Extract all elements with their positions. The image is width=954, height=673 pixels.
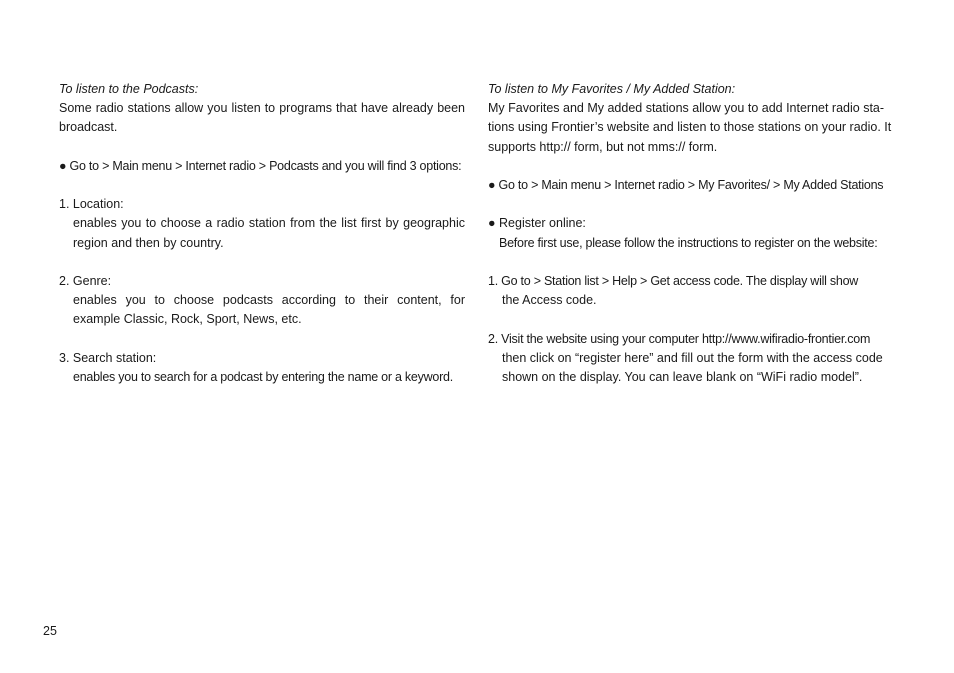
podcasts-nav-instruction: ● Go to > Main menu > Internet radio > Podcasts and you will find 3 options:: [59, 158, 462, 173]
register-note: Before first use, please follow the instructions to register on the website:: [499, 235, 878, 250]
left-column: [59, 80, 465, 387]
step-1-label: 1. Go to > Station list > Help > Get access code. The display will show: [488, 273, 859, 288]
podcasts-intro: Some radio stations allow you listen to programs that have already been broadcast.: [59, 101, 465, 135]
option-search-description: enables you to search for a podcast by entering the name or a keyword.: [73, 369, 453, 384]
step-2-description: then click on “register here” and fill out the form with the access code shown on the display. You can leave blank on “WiFi radio model”.: [502, 350, 883, 384]
option-search-label: 3. Search station:: [59, 350, 157, 365]
option-genre-label: 2. Genre:: [59, 273, 112, 288]
option-location-description: enables you to choose a radio station from the list first by geographic region and then by country.: [73, 216, 465, 250]
option-genre-description: enables you to choose podcasts according to their content, for example Classic, Rock, Sport, News, etc.: [73, 293, 465, 327]
podcasts-heading: To listen to the Podcasts:: [59, 82, 199, 96]
register-heading: ● Register online:: [488, 216, 586, 231]
step-2-label: 2. Visit the website using your computer http://www.wifiradio-frontier.com: [488, 331, 871, 346]
favorites-heading: To listen to My Favorites / My Added Station:: [488, 82, 736, 96]
option-location-label: 1. Location:: [59, 197, 124, 212]
right-column: [488, 80, 896, 387]
step-1-description: the Access code.: [502, 293, 597, 308]
favorites-intro: My Favorites and My added stations allow you to add Internet radio sta-tions using Frontier’s website and listen to those stations on your radio. It supports http:// form, but not mms:// form.: [488, 101, 892, 154]
page-number: 25: [43, 624, 57, 638]
favorites-nav-instruction: ● Go to > Main menu > Internet radio > My Favorites/ > My Added Stations: [488, 178, 884, 192]
